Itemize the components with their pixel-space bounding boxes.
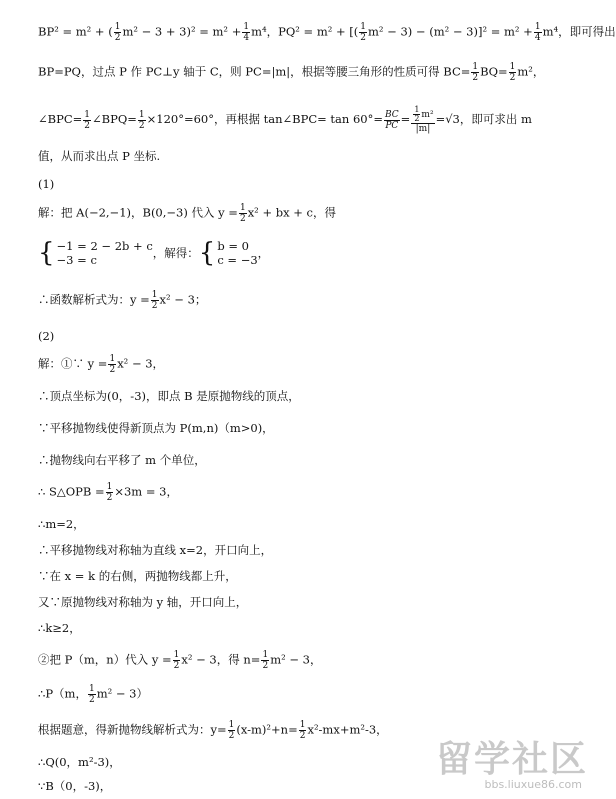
fraction: $\frac{1}{2}$ xyxy=(228,720,235,741)
text: ∴ S△OPB = xyxy=(38,484,105,499)
text-line xyxy=(38,106,572,134)
text: m⁴，PQ² = m² + [( xyxy=(251,24,359,39)
fraction: $\frac{1}{2}$ m² |m| xyxy=(411,106,434,134)
text-line: ∴k≥2， xyxy=(38,621,81,635)
text: ×120°=60°，再根据 tan∠BPC= tan 60°= xyxy=(146,112,383,126)
text: m² − 3， xyxy=(270,652,322,667)
fraction: $\frac{BC}{PC}$ xyxy=(385,109,399,131)
fraction: $\frac{1}{4}$ xyxy=(534,22,541,43)
text: BP=PQ，过点 P 作 PC⊥y 轴于 C，则 PC=|m|，根据等腰三角形的性质可得 BC= xyxy=(38,64,471,79)
text-line: ∴m=2， xyxy=(38,517,85,531)
text: 解：把 A(−2,−1)，B(0,−3) 代入 y = xyxy=(38,205,238,220)
watermark xyxy=(398,731,588,795)
text: m² − 3） xyxy=(96,686,148,701)
text-line xyxy=(38,290,572,311)
text: x² − 3； xyxy=(159,292,207,307)
text: BQ= xyxy=(480,64,508,79)
text-line xyxy=(38,354,572,375)
text-line: ∴Q(0，m²-3)， xyxy=(38,755,121,769)
text: (x-m)²+n= xyxy=(236,722,298,737)
text: ∠BPQ= xyxy=(92,112,137,126)
text: m⁴，即可得出 xyxy=(542,24,616,39)
fraction: $\frac{1}{2}$ xyxy=(239,203,246,224)
fraction: $\frac{1}{2}$ xyxy=(173,650,180,671)
text: 值，从而求出点 P 坐标. xyxy=(38,149,161,163)
fraction: $\frac{1}{2}$ xyxy=(84,109,90,131)
text: x²-mx+m²-3， xyxy=(307,722,388,737)
text-line: ∵平移抛物线使得新顶点为 P(m,n)（m>0)， xyxy=(38,421,274,435)
text: = xyxy=(400,112,411,126)
text: ∴P（m， xyxy=(38,686,87,701)
text: x² − 3，得 n= xyxy=(181,652,261,667)
text-line xyxy=(38,148,572,164)
text: ∴函数解析式为：y = xyxy=(38,292,150,307)
fraction: $\frac{1}{2}$ xyxy=(299,720,306,741)
text: 根据题意，得新抛物线解析式为：y= xyxy=(38,722,227,737)
fraction: $\frac{1}{2}$ xyxy=(114,22,121,43)
fraction: $\frac{1}{2}$ xyxy=(262,650,269,671)
fraction: $\frac{1}{2}$ xyxy=(88,684,95,705)
text-line xyxy=(38,203,572,224)
text: 解：①∵ y = xyxy=(38,356,108,371)
text-line: ∵B（0，-3)， xyxy=(38,779,112,793)
text-line xyxy=(38,22,616,43)
text-line xyxy=(38,482,572,503)
text-line: ∴抛物线向右平移了 m 个单位， xyxy=(38,453,206,467)
text-line: ∴平移抛物线对称轴为直线 x=2，开口向上， xyxy=(38,543,273,557)
section-label: (1) xyxy=(38,177,55,191)
text-line xyxy=(38,684,572,705)
text: m² − 3) − (m² − 3)]² = m² + xyxy=(368,24,533,39)
equation-system: { −1 = 2 − 2b + c −3 = c ，解得：{ b = 0 c = −3 ， xyxy=(38,238,270,268)
text-line: ∵在 x = k 的右侧，两抛物线都上升， xyxy=(38,569,237,583)
watermark-url: bbs.liuxue86.com xyxy=(484,778,582,791)
text-line xyxy=(38,62,572,83)
text-line: 又∵原抛物线对称轴为 y 轴，开口向上， xyxy=(38,595,248,609)
fraction: $\frac{1}{2}$ xyxy=(106,482,113,503)
fraction: $\frac{1}{2}$ xyxy=(151,290,158,311)
text: x² + bx + c，得 xyxy=(247,205,336,220)
fraction: $\frac{1}{2}$ xyxy=(109,354,116,375)
text-line xyxy=(38,650,572,671)
text: ×3m = 3， xyxy=(114,484,178,499)
text: BP² = m² + ( xyxy=(38,24,113,39)
watermark-logo-text: 留学社区 xyxy=(435,739,588,780)
text: ②把 P（m，n）代入 y = xyxy=(38,652,172,667)
text: ∠BPC= xyxy=(38,112,83,126)
text-line: ∴顶点坐标为(0，-3)，即点 B 是原抛物线的顶点， xyxy=(38,389,300,403)
text: m²， xyxy=(517,64,545,79)
text: x² − 3， xyxy=(117,356,165,371)
text: =√3，即可求出 m xyxy=(435,112,532,126)
fraction: $\frac{1}{2}$ xyxy=(472,62,479,83)
fraction: $\frac{1}{2}$ xyxy=(509,62,516,83)
fraction: $\frac{1}{4}$ xyxy=(243,22,250,43)
fraction: $\frac{1}{2}$ xyxy=(360,22,366,43)
section-label: (2) xyxy=(38,329,55,343)
fraction: $\frac{1}{2}$ xyxy=(138,109,145,131)
text: m² − 3 + 3)² = m² + xyxy=(122,24,242,39)
